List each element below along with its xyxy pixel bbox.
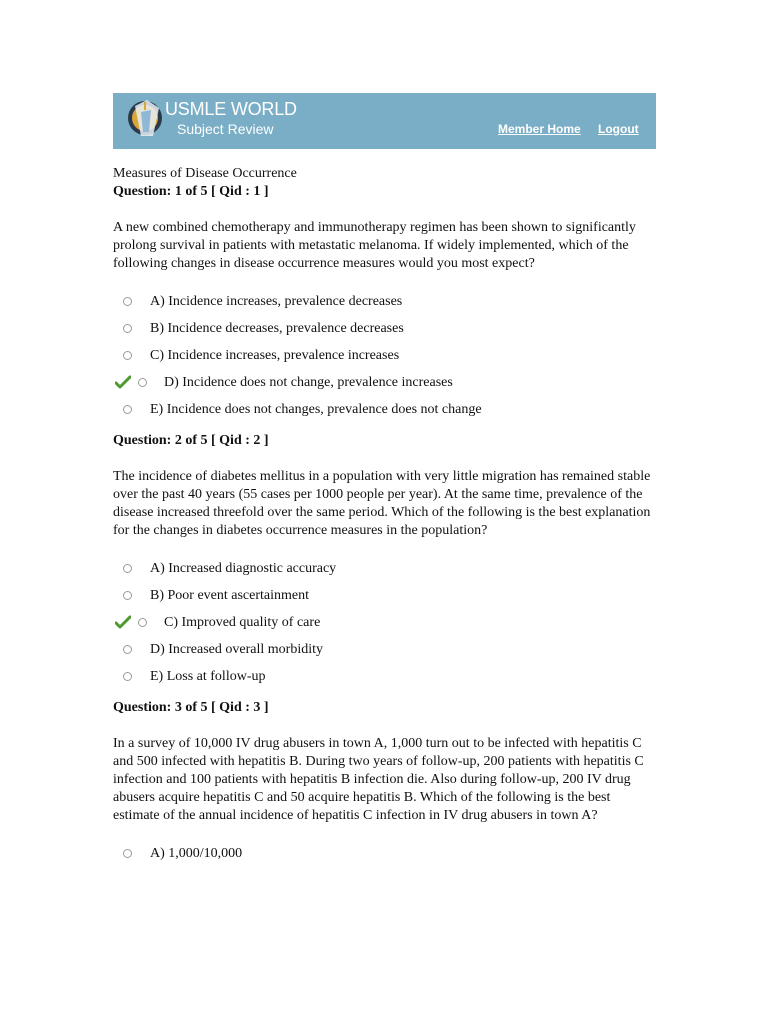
question-heading: Question: 2 of 5 [ Qid : 2 ] xyxy=(113,433,269,448)
option-label: A) Incidence increases, prevalence decreases xyxy=(150,294,403,309)
question-block xyxy=(113,432,658,695)
answer-option[interactable] xyxy=(113,347,658,374)
question-stem: A new combined chemotherapy and immunotherapy regimen has been shown to significantly prolong survival in patients with metastatic melanoma. If widely implemented, which of the following changes in disease occurrence measures would you most expect? xyxy=(113,220,636,271)
logout-link[interactable]: Logout xyxy=(598,122,639,136)
answer-option-correct[interactable] xyxy=(113,614,658,641)
answer-option[interactable] xyxy=(113,641,658,668)
radio-button[interactable] xyxy=(123,564,132,573)
option-label: B) Poor event ascertainment xyxy=(150,588,310,603)
answer-option[interactable] xyxy=(113,293,658,320)
member-home-link[interactable]: Member Home xyxy=(498,122,581,136)
option-label: D) Incidence does not change, prevalence increases xyxy=(164,375,453,390)
answer-options xyxy=(113,293,658,428)
answer-option[interactable] xyxy=(113,587,658,614)
question-stem: In a survey of 10,000 IV drug abusers in town A, 1,000 turn out to be infected with hepatitis C and 500 infected with hepatitis B. During two years of follow-up, 200 patients with hepatitis C infection and 100 patients with hepatitis B infection die. Also during follow-up, 200 IV drug abusers acquire hepatitis C and 50 acquire hepatitis B. Which of the following is the best estimate of the annual incidence of hepatitis C infection in IV drug abusers in town A? xyxy=(113,736,644,823)
radio-button[interactable] xyxy=(138,618,147,627)
radio-button[interactable] xyxy=(123,405,132,414)
answer-option-correct[interactable] xyxy=(113,374,658,401)
radio-button[interactable] xyxy=(123,849,132,858)
question-block xyxy=(113,699,658,872)
radio-button[interactable] xyxy=(123,351,132,360)
usmle-world-logo-icon xyxy=(125,96,167,144)
checkmark-icon xyxy=(115,615,131,629)
question-list xyxy=(113,165,658,872)
option-label: A) 1,000/10,000 xyxy=(150,846,243,861)
brand-subtitle: Subject Review xyxy=(177,121,274,137)
radio-button[interactable] xyxy=(123,324,132,333)
question-heading: Question: 1 of 5 [ Qid : 1 ] xyxy=(113,184,269,199)
brand-title: USMLE WORLD xyxy=(165,99,297,119)
checkmark-icon xyxy=(115,375,131,389)
section-title: Measures of Disease Occurrence xyxy=(113,166,297,181)
option-label: E) Incidence does not changes, prevalence does not change xyxy=(150,402,482,417)
option-label: D) Increased overall morbidity xyxy=(150,642,323,657)
question-stem: The incidence of diabetes mellitus in a population with very little migration has remained stable over the past 40 years (55 cases per 1000 people per year). At the same time, prevalence of the disease increased threefold over the same period. Which of the following is the best explanation for the changes in diabetes occurrence measures in the population? xyxy=(113,469,651,538)
answer-option[interactable] xyxy=(113,560,658,587)
answer-options xyxy=(113,560,658,695)
answer-option[interactable] xyxy=(113,320,658,347)
radio-button[interactable] xyxy=(123,645,132,654)
radio-button[interactable] xyxy=(123,672,132,681)
option-label: E) Loss at follow-up xyxy=(150,669,266,684)
option-label: C) Improved quality of care xyxy=(164,615,321,630)
answer-option[interactable] xyxy=(113,401,658,428)
answer-option[interactable] xyxy=(113,668,658,695)
radio-button[interactable] xyxy=(123,297,132,306)
header-banner xyxy=(113,93,656,149)
question-block xyxy=(113,183,658,428)
option-label: B) Incidence decreases, prevalence decreases xyxy=(150,321,404,336)
question-heading: Question: 3 of 5 [ Qid : 3 ] xyxy=(113,700,269,715)
option-label: A) Increased diagnostic accuracy xyxy=(150,561,337,576)
radio-button[interactable] xyxy=(123,591,132,600)
answer-option[interactable] xyxy=(113,845,658,872)
radio-button[interactable] xyxy=(138,378,147,387)
option-label: C) Incidence increases, prevalence increases xyxy=(150,348,400,363)
answer-options xyxy=(113,845,658,872)
